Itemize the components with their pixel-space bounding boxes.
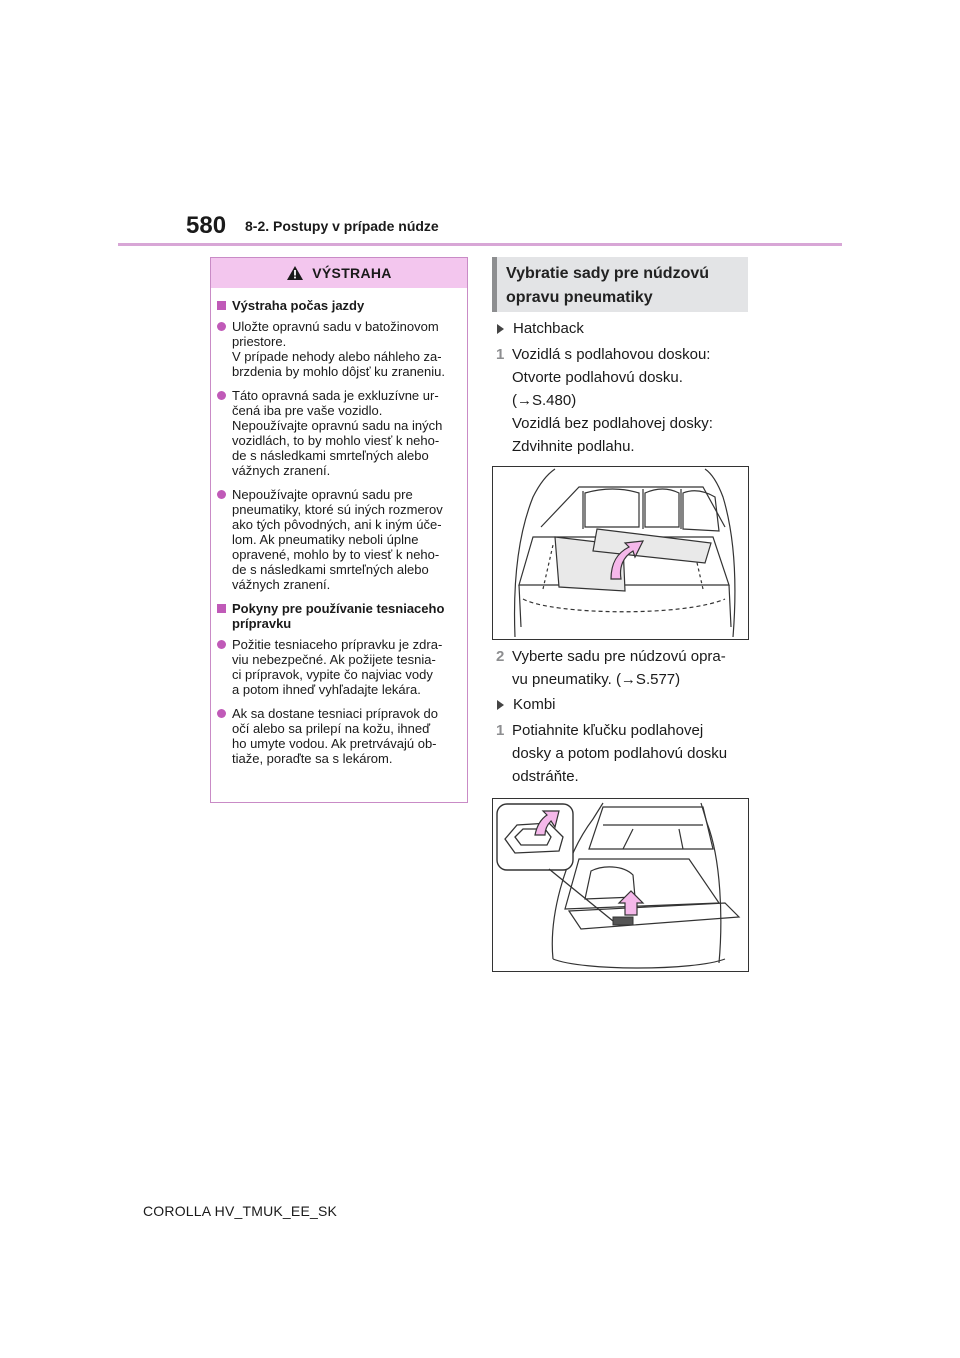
triangle-bullet-icon bbox=[497, 700, 504, 710]
hatchback-trunk-drawing bbox=[493, 467, 748, 639]
warning-triangle-icon bbox=[286, 265, 304, 281]
warning-header bbox=[211, 258, 467, 288]
hatchback-step-2: 2 Vyberte sadu pre núdzovú opra- vu pneumatiky. (→S.577) bbox=[496, 648, 726, 688]
circle-bullet-icon bbox=[217, 709, 226, 718]
warning-section-heading: Pokyny pre používanie tesniaceho prípravku bbox=[217, 601, 461, 631]
header-rule bbox=[118, 243, 842, 246]
warning-item: Požitie tesniaceho prípravku je zdra- viu nebezpečné. Ak požijete tesnia- ci prípravok, vypite čo najviac vody a potom ihneď vyhľadajte lekára. bbox=[217, 637, 461, 697]
footer-model: COROLLA HV_TMUK_EE_SK bbox=[143, 1203, 338, 1219]
warning-item: Ak sa dostane tesniaci prípravok do očí alebo sa prilepí na kožu, ihneď ho umyte vodou. Ak pretrvávajú ob- tiaže, poraďte sa s lekárom. bbox=[217, 706, 461, 766]
warning-body bbox=[211, 288, 467, 766]
page-number: 580 bbox=[186, 212, 227, 239]
square-bullet-icon bbox=[217, 301, 226, 310]
warning-section-heading: Výstraha počas jazdy bbox=[217, 298, 461, 313]
kombi-step-1: 1 Potiahnite kľučku podlahovej dosky a potom podlahovú dosku odstráňte. bbox=[496, 722, 728, 785]
warning-item: Uložte opravnú sadu v batožinovom priestore. V prípade nehody alebo náhleho za- brzdenia by mohlo dôjsť ku zraneniu. bbox=[217, 319, 461, 379]
topic-title: Vybratie sady pre núdzovú opravu pneumatiky bbox=[492, 257, 748, 312]
section-title: 8-2. Postupy v prípade núdze bbox=[245, 218, 439, 234]
warning-title: VÝSTRAHA bbox=[312, 265, 392, 281]
variant-hatchback: Hatchback bbox=[497, 320, 584, 337]
triangle-bullet-icon bbox=[497, 324, 504, 334]
hatchback-step-1: 1 Vozidlá s podlahovou doskou: Otvorte podlahovú dosku. (→S.480) Vozidlá bez podlahovej dosky: Zdvihnite podlahu. bbox=[496, 346, 713, 455]
circle-bullet-icon bbox=[217, 391, 226, 400]
circle-bullet-icon bbox=[217, 322, 226, 331]
kombi-trunk-illustration bbox=[492, 798, 749, 972]
circle-bullet-icon bbox=[217, 490, 226, 499]
variant-kombi: Kombi bbox=[497, 696, 556, 713]
kombi-trunk-drawing bbox=[493, 799, 748, 971]
square-bullet-icon bbox=[217, 604, 226, 613]
warning-item: Nepoužívajte opravnú sadu pre pneumatiky, ktoré sú iných rozmerov ako tých pôvodných, ani k iným úče- lom. Ak pneumatiky neboli úplne opravené, mohlo by to viesť k neho- de s následkami smrteľných alebo vážnych zranení. bbox=[217, 487, 461, 592]
warning-item: Táto opravná sada je exkluzívne ur- čená iba pre vaše vozidlo. Nepoužívajte opravnú sadu na iných vozidlách, to by mohlo viesť k neho- de s následkami smrteľných alebo vážnych zranení. bbox=[217, 388, 461, 478]
warning-box bbox=[210, 257, 468, 803]
hatchback-trunk-illustration bbox=[492, 466, 749, 640]
circle-bullet-icon bbox=[217, 640, 226, 649]
